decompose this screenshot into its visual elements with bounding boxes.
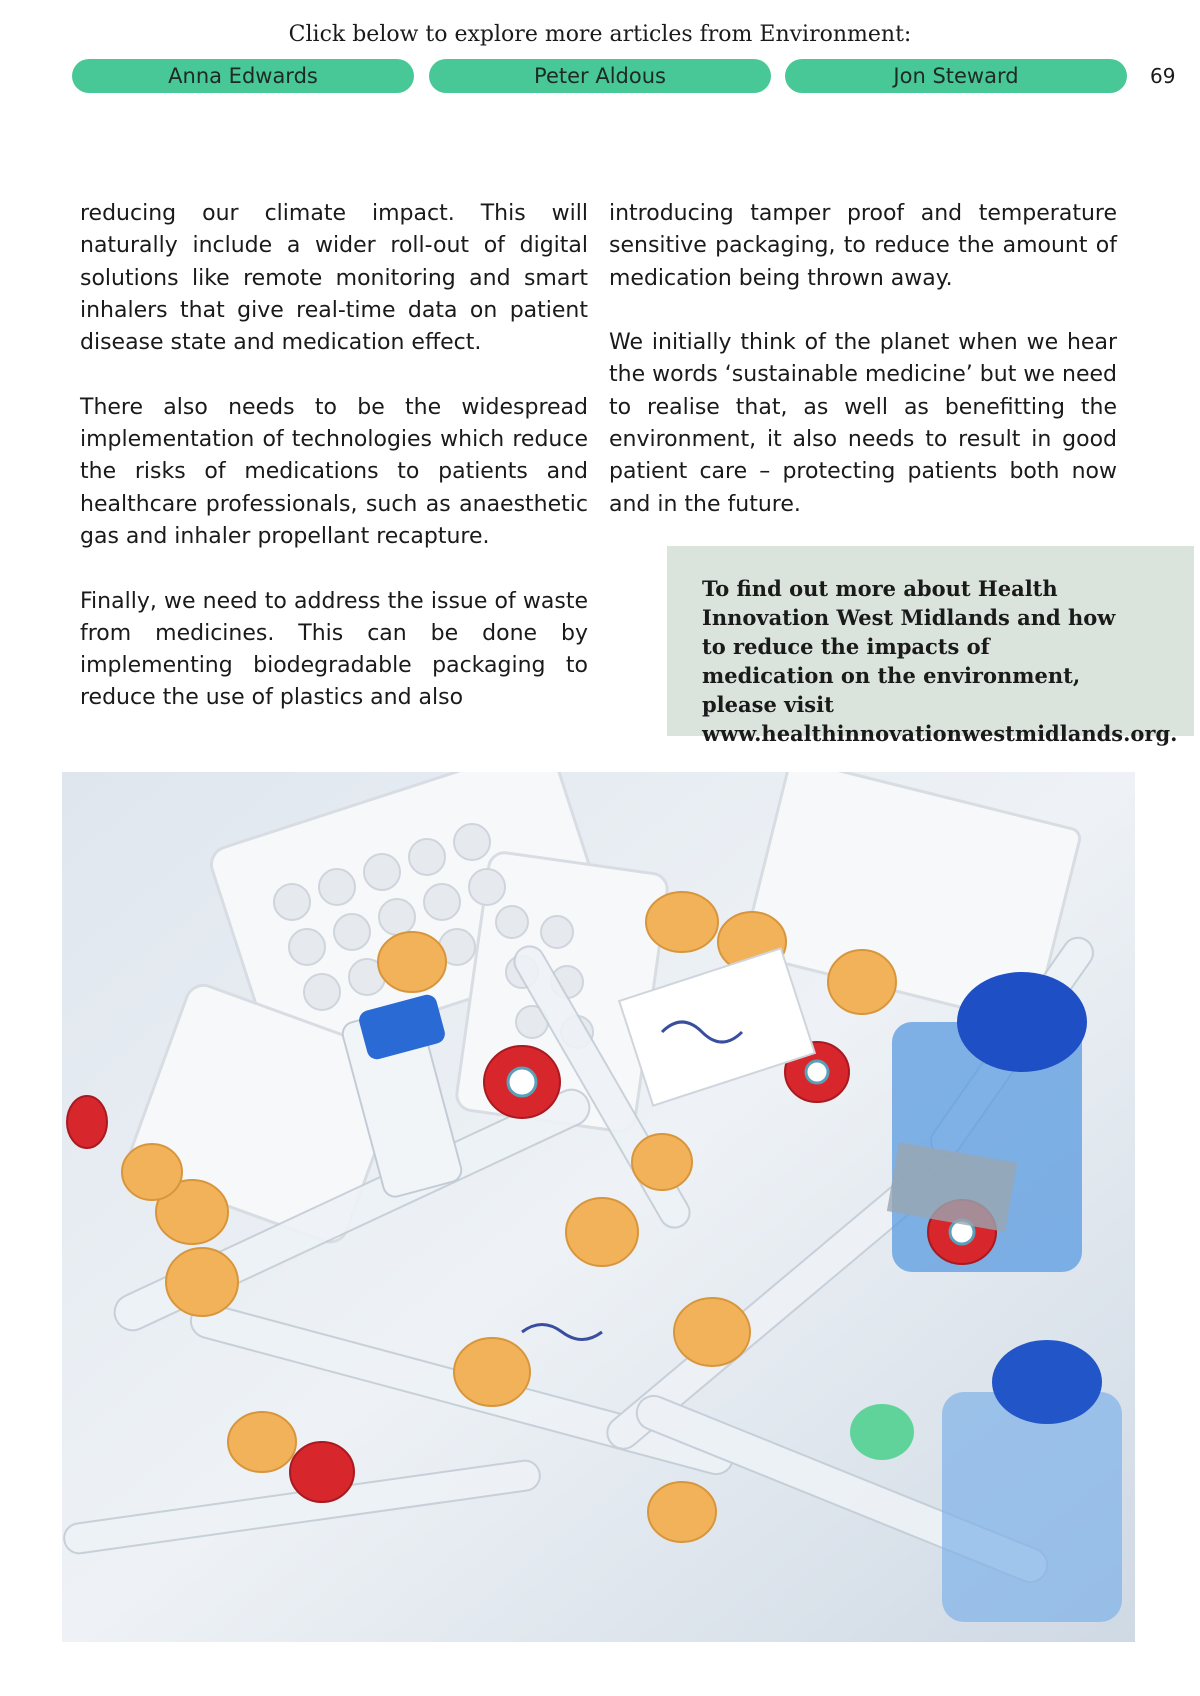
article-paragraph: introducing tamper proof and temperature sensitive packaging, to reduce the amount of medication being thrown away.	[609, 201, 1117, 291]
explore-heading: Click below to explore more articles from Environment:	[288, 22, 912, 47]
article-column-right	[609, 198, 1117, 553]
medical-plastic-waste-photo	[62, 772, 1135, 1642]
nav-link-anna-edwards[interactable]: Anna Edwards	[72, 59, 414, 93]
article-paragraph: reducing our climate impact. This will naturally include a wider roll-out of digital solutions like remote monitoring and smart inhalers that give real-time data on patient disease state and medication effect.	[80, 201, 588, 356]
article-paragraph: There also needs to be the widespread implementation of technologies which reduce the risks of medications to patients and healthcare professionals, such as anaesthetic gas and inhaler propellant recapture.	[80, 394, 588, 549]
callout-text: To find out more about Health Innovation West Midlands and how to reduce the impacts of medication on the environment, please visit www.healthinnovationwestmidlands.org.	[702, 576, 1178, 746]
nav-link-peter-aldous[interactable]: Peter Aldous	[429, 59, 771, 93]
page-number: 69	[1150, 64, 1176, 88]
article-paragraph: We initially think of the planet when we hear the words ‘sustainable medicine’ but we need to realise that, as well as benefitting the environment, it also needs to result in good patient care – protecting patients both now and in the future.	[609, 330, 1117, 517]
article-column-left	[80, 198, 588, 747]
article-paragraph: Finally, we need to address the issue of waste from medicines. This can be done by implementing biodegradable packaging to reduce the use of plastics and also	[80, 588, 588, 711]
info-callout-box	[667, 546, 1194, 746]
nav-link-jon-steward[interactable]: Jon Steward	[785, 59, 1127, 93]
